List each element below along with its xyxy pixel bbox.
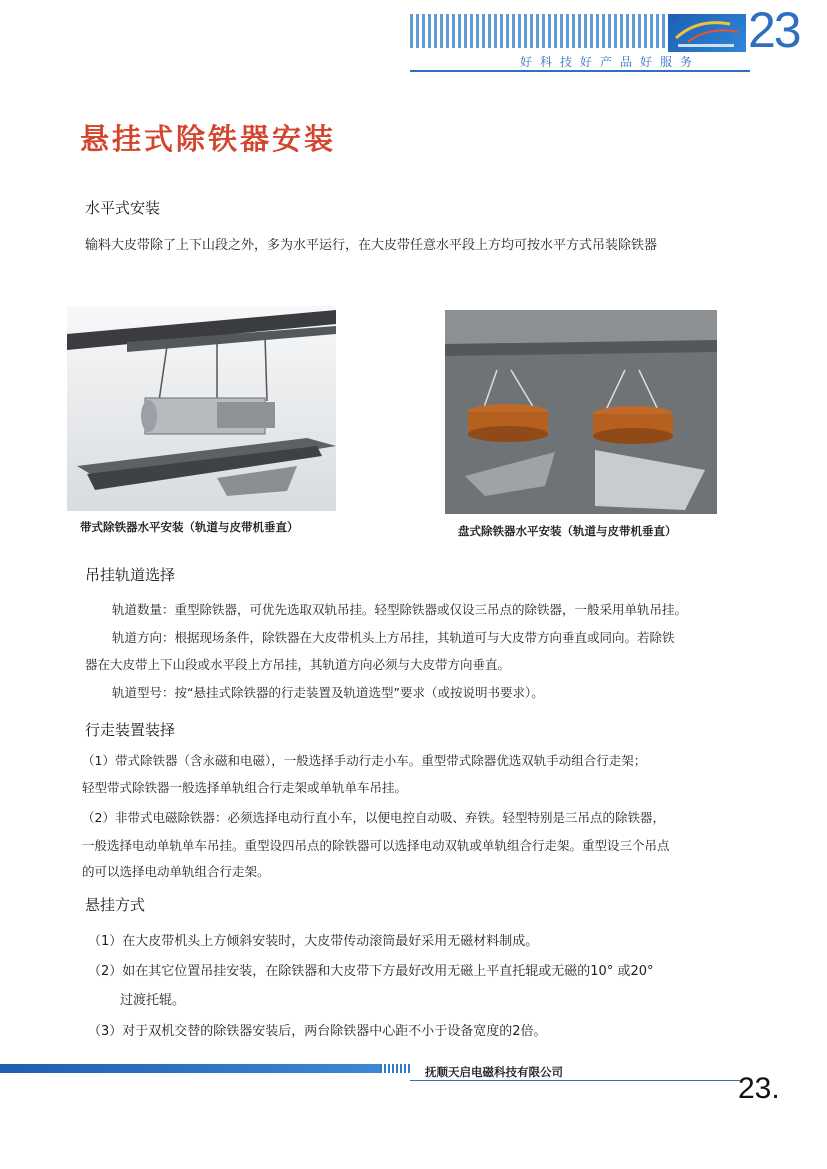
track-selection-line: 轨道型号：按“悬挂式除铁器的行走装置及轨道选型”要求（或按说明书要求）。: [112, 685, 544, 700]
section-heading-track-selection: 吊挂轨道选择: [85, 566, 176, 584]
track-selection-line: 轨道数量：重型除铁器，可优先选取双轨吊挂。轻型除铁器或仅设三吊点的除铁器，一般采用单轨吊挂。: [112, 602, 688, 617]
figure2-caption: 盘式除铁器水平安装（轨道与皮带机垂直）: [458, 524, 677, 538]
header-slogan: 好科技好产品好服务: [520, 55, 701, 69]
walking-device-line: 的可以选择电动单轨组合行走架。: [82, 864, 270, 879]
section-heading-walking-device: 行走装置装择: [85, 721, 176, 739]
hanging-method-line: （3）对于双机交替的除铁器安装后，两台除铁器中心距不小于设备宽度的2倍。: [88, 1024, 547, 1039]
header-divider: [410, 70, 750, 72]
page-title: 悬挂式除铁器安装: [80, 122, 337, 156]
hanging-method-line: 过渡托辊。: [120, 993, 186, 1008]
figure1-caption: 带式除铁器水平安装（轨道与皮带机垂直）: [80, 520, 299, 534]
hanging-method-line: （2）如在其它位置吊挂安装，在除铁器和大皮带下方最好改用无磁上平直托辊或无磁的10° 或20°: [88, 964, 654, 979]
header-decorative-stripes: [410, 14, 668, 48]
section-heading-hanging-method: 悬挂方式: [85, 896, 146, 914]
track-selection-line: 轨道方向：根据现场条件，除铁器在大皮带机头上方吊挂，其轨道可与大皮带方向垂直或同向。若除铁: [112, 630, 675, 645]
walking-device-line: （2）非带式电磁除铁器：必须选择电动行直小车，以便电控自动吸、弃铁。轻型特别是三吊点的除铁器，: [82, 810, 665, 825]
header-page-number: 23: [748, 2, 800, 58]
footer-blue-bar: [0, 1064, 380, 1073]
footer-company-name: 抚顺天启电磁科技有限公司: [425, 1065, 563, 1079]
footer-decorative-stripes: [380, 1064, 410, 1073]
footer-page-number: 23.: [738, 1072, 780, 1105]
footer-divider: [410, 1080, 740, 1081]
walking-device-line: （1）带式除铁器（含永磁和电磁），一般选择手动行走小车。重型带式除器优选双轨手动组合行走架；: [82, 753, 647, 768]
track-selection-line: 器在大皮带上下山段或水平段上方吊挂，其轨道方向必须与大皮带方向垂直。: [85, 657, 511, 672]
section-heading-horizontal-install: 水平式安装: [85, 199, 161, 217]
company-logo: [668, 14, 746, 52]
hanging-method-line: （1）在大皮带机头上方倾斜安装时，大皮带传动滚筒最好采用无磁材料制成。: [88, 934, 539, 949]
section-text-horizontal-install: 输料大皮带除了上下山段之外，多为水平运行，在大皮带任意水平段上方均可按水平方式吊装除铁器: [85, 238, 658, 253]
belt-iron-remover-figure: [67, 306, 336, 511]
walking-device-line: 一般选择电动单轨单车吊挂。重型设四吊点的除铁器可以选择电动双轨或单轨组合行走架。重型设三个吊点: [82, 838, 670, 853]
disc-iron-remover-figure: [445, 310, 717, 514]
walking-device-line: 轻型带式除铁器一般选择单轨组合行走架或单轨单车吊挂。: [82, 780, 408, 795]
